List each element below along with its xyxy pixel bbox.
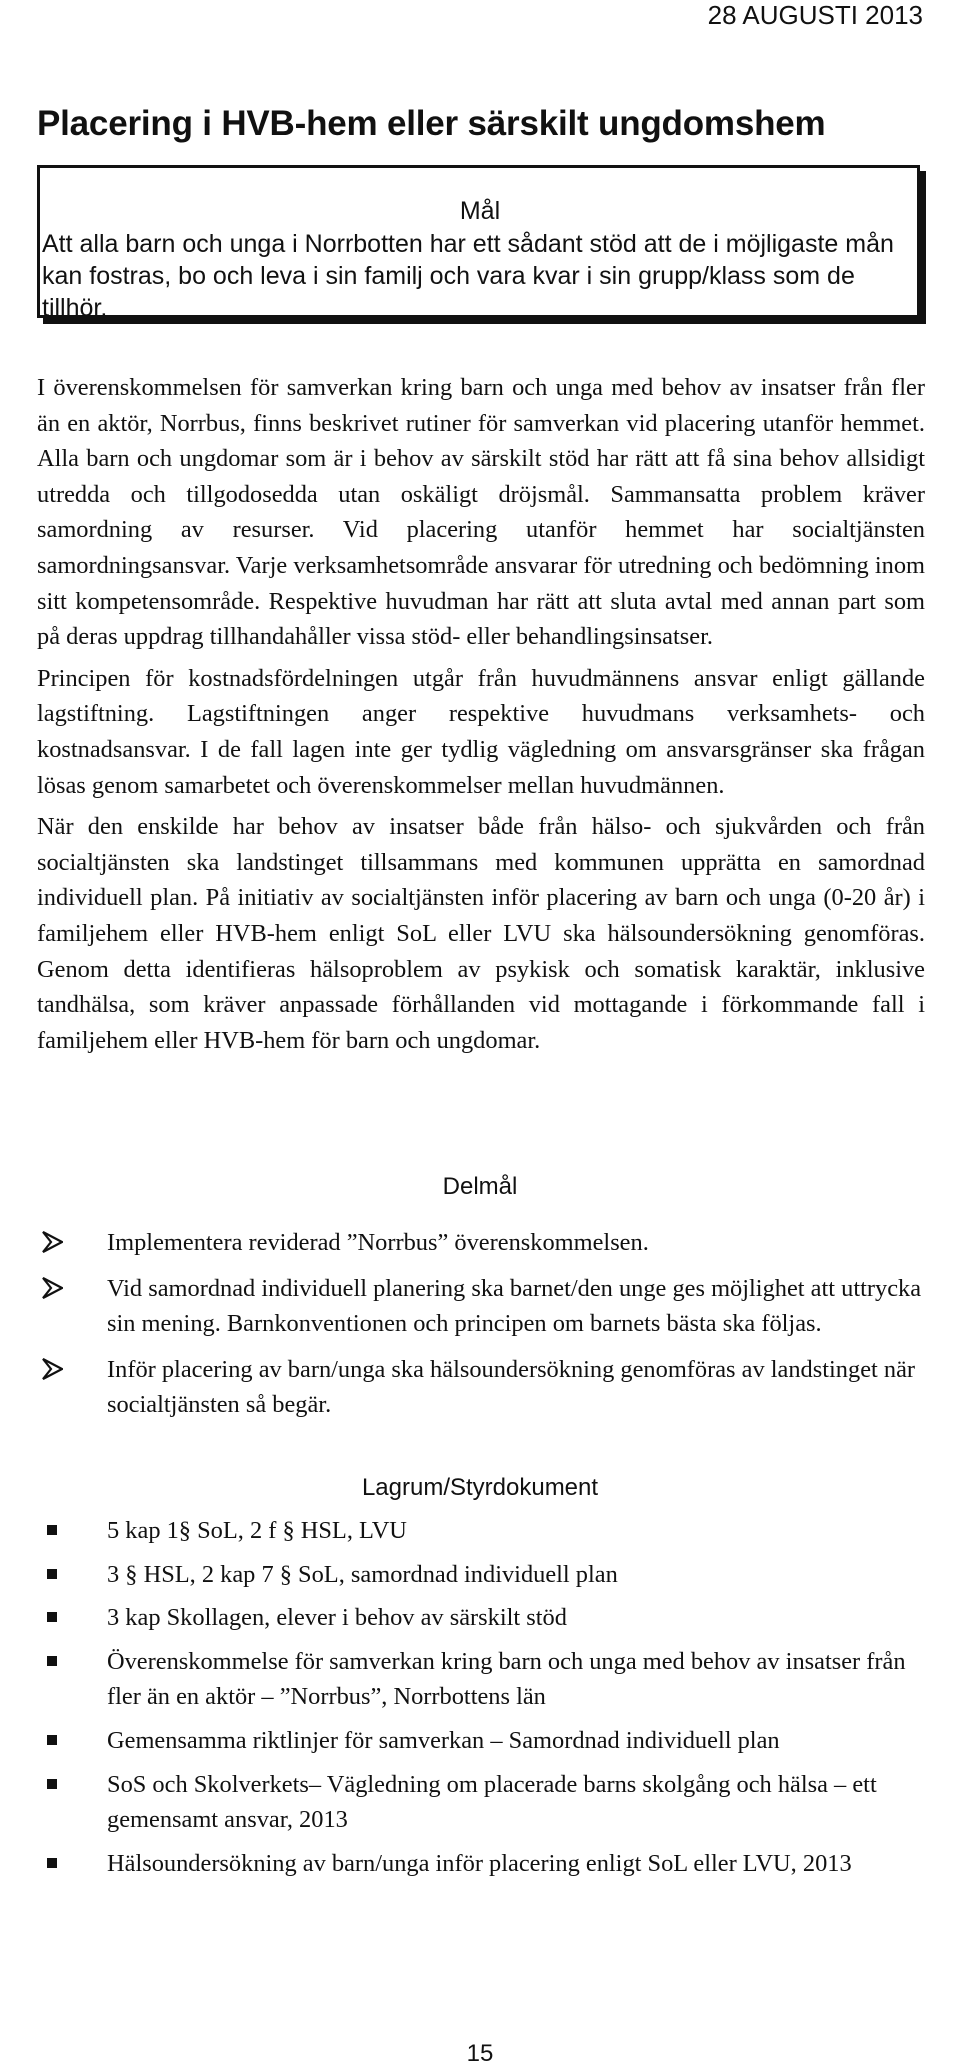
delmal-list <box>37 1225 925 1433</box>
lagrum-item-text: Hälsoundersökning av barn/unga inför placering enligt SoL eller LVU, 2013 <box>107 1849 852 1877</box>
square-bullet-icon <box>47 1735 57 1745</box>
delmal-heading: Delmål <box>442 1173 518 1200</box>
lagrum-item <box>37 1513 925 1549</box>
lagrum-item-text: Överenskommelse för samverkan kring barn och unga med behov av insatser från fler än en aktör – ”Norrbus”, Norrbottens län <box>107 1647 906 1711</box>
lagrum-item <box>37 1644 925 1715</box>
lagrum-list <box>37 1513 925 1889</box>
lagrum-item <box>37 1846 925 1882</box>
lagrum-item <box>37 1600 925 1636</box>
lagrum-item <box>37 1723 925 1759</box>
delmal-item <box>37 1271 925 1342</box>
lagrum-item-text: Gemensamma riktlinjer för samverkan – Samordnad individuell plan <box>107 1726 780 1754</box>
header-date: 28 AUGUSTI 2013 <box>707 0 923 30</box>
lagrum-item-text: SoS och Skolverkets– Vägledning om placerade barns skolgång och hälsa – ett gemensamt ansvar, 2013 <box>107 1770 877 1834</box>
square-bullet-icon <box>47 1858 57 1868</box>
lagrum-item <box>37 1767 925 1838</box>
lagrum-item-text: 3 kap Skollagen, elever i behov av särskilt stöd <box>107 1604 567 1632</box>
page-number: 15 <box>466 2040 494 2067</box>
body-paragraph: När den enskilde har behov av insatser både från hälso- och sjukvården och från socialtjänsten ska landstinget tillsammans med kommunen upprätta en samordnad individuell plan. På initiativ av socialtjänsten inför placering av barn och unga (0-20 år) i familjehem eller HVB-hem enligt SoL eller LVU ska hälsoundersökning genomföras. Genom detta identifieras hälsoproblem av psykisk och somatisk karaktär, inklusive tandhälsa, som kräver anpassade förhållanden vid mottagande i förkommande fall i familjehem eller HVB-hem för barn och ungdomar. <box>37 813 925 1054</box>
lagrum-item-text: 5 kap 1§ SoL, 2 f § HSL, LVU <box>107 1517 407 1544</box>
square-bullet-icon <box>47 1656 57 1666</box>
delmal-item <box>37 1352 925 1423</box>
body-paragraph: Principen för kostnadsfördelningen utgår från huvudmännens ansvar enligt gällande lagstiftning. Lagstiftningen anger respektive huvudmans verksamhets- och kostnadsansvar. I de fall lagen inte ger tydlig vägledning om ansvarsgränser ska frågan lösas genom samarbetet och överenskommelser mellan huvudmännen. <box>37 664 925 799</box>
lagrum-item <box>37 1557 925 1593</box>
goal-heading: Mål <box>459 197 501 225</box>
lagrum-item-text: 3 § HSL, 2 kap 7 § SoL, samordnad individuell plan <box>107 1560 618 1588</box>
arrow-bullet-icon <box>41 1231 63 1253</box>
goal-text: Att alla barn och unga i Norrbotten har ett sådant stöd att de i möjligaste mån kan fostras, bo och leva i sin familj och vara kvar i sin grupp/klass som de tillhör. <box>42 230 894 322</box>
delmal-item-text: Vid samordnad individuell planering ska barnet/den unge ges möjlighet att uttrycka sin mening. Barnkonventionen och principen om barnets bästa ska följas. <box>107 1274 922 1338</box>
delmal-item-text: Implementera reviderad ”Norrbus” överenskommelsen. <box>107 1229 649 1256</box>
arrow-bullet-icon <box>41 1358 63 1380</box>
square-bullet-icon <box>47 1612 57 1622</box>
arrow-bullet-icon <box>41 1277 63 1299</box>
page-title: Placering i HVB-hem eller särskilt ungdomshem <box>37 104 826 143</box>
square-bullet-icon <box>47 1779 57 1789</box>
lagrum-heading: Lagrum/Styrdokument <box>361 1474 599 1501</box>
delmal-item-text: Inför placering av barn/unga ska hälsoundersökning genomföras av landstinget när socialtjänsten så begär. <box>107 1355 916 1419</box>
delmal-item <box>37 1225 925 1261</box>
square-bullet-icon <box>47 1525 57 1535</box>
body-paragraph: I överenskommelsen för samverkan kring barn och unga med behov av insatser från fler än en aktör, Norrbus, finns beskrivet rutiner för samverkan vid placering utanför hemmet. Alla barn och ungdomar som är i behov av särskilt stöd har rätt att få sina behov allsidigt utredda och tillgodosedda utan oskäligt dröjsmål. Sammansatta problem kräver samordning av resurser. Vid placering utanför hemmet har socialtjänsten samordningsansvar. Varje verksamhetsområde ansvarar för utredning och bedömning inom sitt kompetensområde. Respektive huvudman har rätt att sluta avtal med annan part som på deras uppdrag tillhandahåller vissa stöd- eller behandlingsinsatser. <box>37 374 925 651</box>
square-bullet-icon <box>47 1569 57 1579</box>
body-text <box>37 370 925 1058</box>
